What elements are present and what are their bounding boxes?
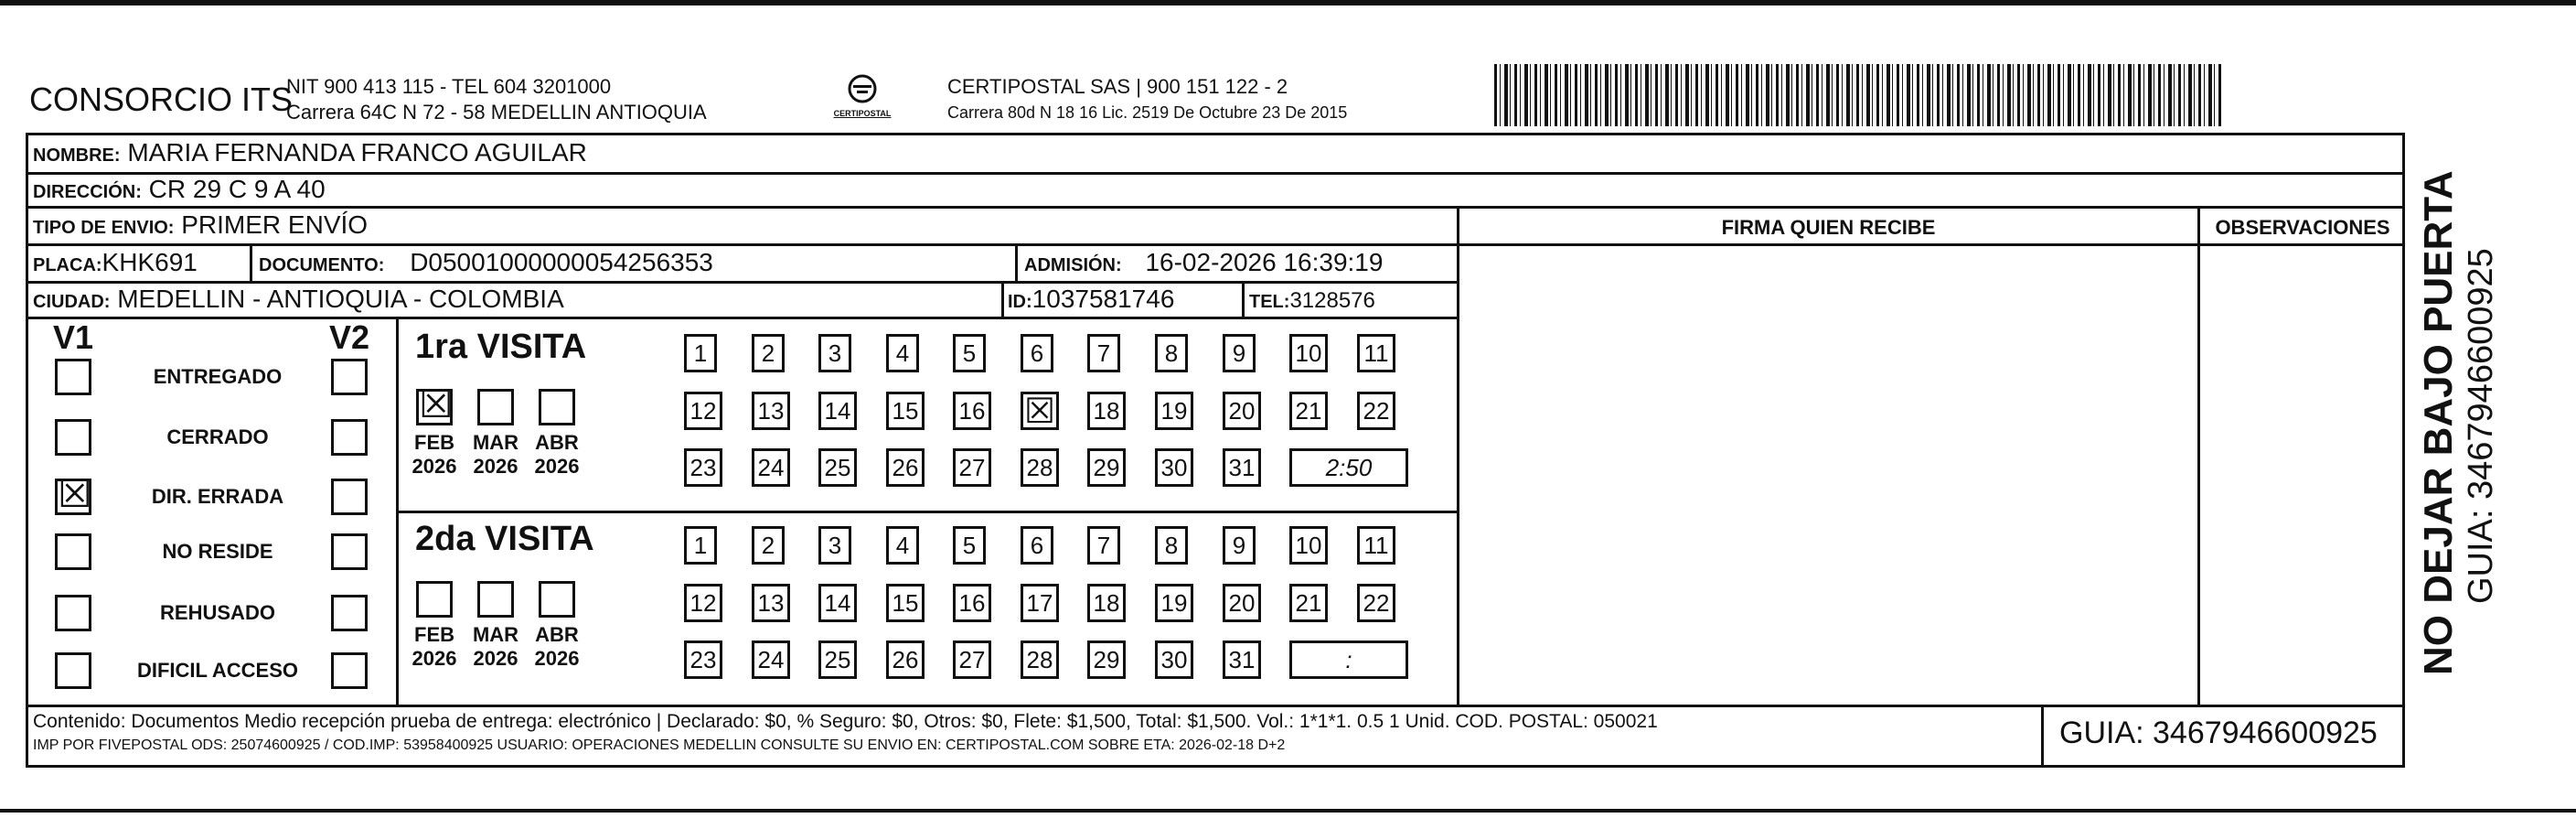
footer-guia: GUIA: 3467946600925: [2059, 716, 2378, 750]
ciudad-row: [33, 285, 564, 314]
tipo-label: TIPO DE ENVIO:: [33, 218, 175, 238]
month-year: 2026: [534, 455, 580, 478]
side-guia: GUIA: 3467946600925: [2462, 248, 2500, 604]
day-number: 6: [1030, 339, 1044, 367]
visit2-day-box[interactable]: [1289, 584, 1328, 622]
visit1-month-label: [464, 431, 528, 479]
visit2-day-box[interactable]: [684, 640, 722, 679]
direccion-value: CR 29 C 9 A 40: [148, 175, 326, 203]
day-number: 22: [1363, 589, 1390, 617]
month-year: 2026: [412, 647, 457, 670]
visit2-day-box[interactable]: [1155, 526, 1188, 565]
nombre-label: NOMBRE:: [33, 145, 121, 166]
v2-checkbox[interactable]: [331, 652, 368, 689]
month-name: ABR: [535, 623, 579, 646]
v1-checkbox[interactable]: [55, 595, 91, 631]
visit1-day-box[interactable]: [953, 448, 991, 487]
status-label: NO RESIDE: [162, 540, 273, 563]
day-number: 1: [693, 532, 708, 559]
day-number: 15: [892, 397, 919, 425]
day-number: 12: [689, 397, 717, 425]
visit2-day-box[interactable]: [953, 584, 991, 622]
documento-label: DOCUMENTO:: [259, 255, 385, 275]
day-number: 4: [895, 339, 910, 367]
id-value: 1037581746: [1031, 285, 1175, 313]
day-number: 7: [1096, 339, 1111, 367]
visit1-day-box[interactable]: [953, 392, 991, 430]
direccion-label: DIRECCIÓN:: [33, 182, 142, 202]
v2-checkbox[interactable]: [331, 479, 368, 515]
visit1-day-box[interactable]: [818, 334, 851, 372]
status-label: DIFICIL ACCESO: [136, 659, 298, 682]
visit2-day-box[interactable]: [886, 584, 925, 622]
rule: [2041, 705, 2044, 768]
tel-value: 3128576: [1289, 288, 1375, 313]
visit1-day-box[interactable]: [1223, 448, 1261, 487]
day-number: 30: [1160, 646, 1188, 673]
admision-value: 16-02-2026 16:39:19: [1145, 248, 1384, 276]
day-number: 26: [892, 454, 919, 481]
day-number: 28: [1026, 454, 1053, 481]
visit1-day-box[interactable]: [1155, 334, 1188, 372]
visit2-day-box[interactable]: [1289, 526, 1328, 565]
day-number: 30: [1160, 454, 1188, 481]
visit2-time-box[interactable]: [1289, 640, 1408, 679]
v1-header: V1: [53, 318, 94, 356]
tel-row: [1249, 285, 1375, 314]
tipo-value: PRIMER ENVÍO: [181, 210, 369, 239]
barcode: [1494, 64, 2222, 126]
day-number: 6: [1030, 532, 1044, 559]
rule: [396, 511, 1457, 513]
day-number: 29: [1093, 646, 1120, 673]
id-row: [1008, 285, 1174, 314]
month-year: 2026: [473, 647, 518, 670]
visit2-month-label: [402, 623, 466, 671]
visit2-month-checkbox[interactable]: [539, 581, 575, 618]
visit1-day-box[interactable]: [1357, 334, 1395, 372]
month-name: MAR: [472, 623, 519, 646]
day-number: 24: [757, 646, 785, 673]
day-number: 27: [958, 454, 986, 481]
month-name: ABR: [535, 431, 579, 454]
day-number: 5: [962, 339, 977, 367]
visit1-day-box[interactable]: [684, 334, 717, 372]
visit2-day-box[interactable]: [1357, 584, 1395, 622]
rule: [1015, 243, 1018, 281]
rule: [1242, 281, 1245, 317]
v2-checkbox[interactable]: [331, 419, 368, 456]
visit2-day-box[interactable]: [1021, 526, 1053, 565]
visit1-day-box[interactable]: [1155, 392, 1193, 430]
bottom-edge: [0, 809, 2576, 813]
rule: [250, 243, 252, 281]
day-number: 25: [824, 454, 851, 481]
v1-checkbox[interactable]: [55, 533, 91, 570]
month-name: MAR: [472, 431, 519, 454]
visit1-day-box[interactable]: [1223, 334, 1256, 372]
visit1-day-box[interactable]: [818, 448, 857, 487]
day-number: 25: [824, 646, 851, 673]
visit1-month-checkbox[interactable]: [539, 389, 575, 425]
day-number: 31: [1228, 646, 1256, 673]
v2-checkbox[interactable]: [331, 595, 368, 631]
visit1-day-box[interactable]: [1087, 392, 1126, 430]
day-number: 10: [1295, 339, 1322, 367]
day-number: 31: [1228, 454, 1256, 481]
status-label: ENTREGADO: [153, 365, 283, 388]
visit2-day-box[interactable]: [1087, 640, 1126, 679]
placa-value: KHK691: [102, 248, 198, 276]
visit2-day-box[interactable]: [1357, 526, 1395, 565]
visit1-day-box[interactable]: [953, 334, 986, 372]
time-value: 2:50: [1325, 454, 1373, 481]
tipo-row: [33, 210, 368, 240]
admision-label: ADMISIÓN:: [1024, 255, 1122, 275]
visit2-day-box[interactable]: [684, 526, 717, 565]
rule: [1001, 281, 1004, 317]
visit2-title: 2da VISITA: [415, 520, 594, 558]
logo-caption: CERTIPOSTAL: [833, 109, 892, 118]
time-value: :: [1345, 646, 1352, 673]
v2-checkbox[interactable]: [331, 533, 368, 570]
visit2-day-box[interactable]: [1223, 640, 1261, 679]
day-number: 14: [824, 397, 851, 425]
visit1-day-box[interactable]: [886, 334, 919, 372]
month-name: FEB: [414, 431, 454, 454]
day-number: 12: [689, 589, 717, 617]
top-border: [0, 0, 2576, 5]
visit2-day-box[interactable]: [1223, 584, 1261, 622]
visit2-day-box[interactable]: [684, 584, 722, 622]
visit1-day-box[interactable]: [752, 334, 785, 372]
visit1-month-checkbox[interactable]: [477, 389, 514, 425]
company-line-2: Carrera 64C N 72 - 58 MEDELLIN ANTIOQUIA: [286, 101, 707, 124]
day-number: 26: [892, 646, 919, 673]
nombre-row: [33, 138, 587, 167]
documento-row: [259, 248, 713, 277]
day-number: 5: [962, 532, 977, 559]
day-number: 8: [1164, 339, 1179, 367]
visit2-day-box[interactable]: [752, 640, 790, 679]
day-number: 22: [1363, 397, 1390, 425]
ciudad-value: MEDELLIN - ANTIOQUIA - COLOMBIA: [117, 285, 564, 313]
day-number: 13: [757, 589, 785, 617]
side-warning: NO DEJAR BAJO PUERTA: [2416, 170, 2461, 675]
visit1-day-box[interactable]: [684, 392, 722, 430]
day-number: 3: [828, 339, 842, 367]
day-number: 9: [1232, 339, 1246, 367]
visit2-day-box[interactable]: [1021, 584, 1059, 622]
month-name: FEB: [414, 623, 454, 646]
id-label: ID:: [1008, 292, 1032, 312]
day-number: 17: [1026, 589, 1053, 617]
company-line-1: NIT 900 413 115 - TEL 604 3201000: [286, 75, 612, 98]
day-number: 11: [1363, 532, 1389, 559]
rule: [26, 705, 2405, 707]
visit2-month-label: [464, 623, 528, 671]
v2-checkbox[interactable]: [331, 359, 368, 395]
certipostal-logo: [830, 73, 894, 118]
visit1-day-box[interactable]: [1021, 392, 1059, 430]
logo-icon: [844, 73, 881, 104]
visit2-month-checkbox[interactable]: [477, 581, 514, 618]
day-number: 2: [761, 339, 775, 367]
day-number: 21: [1295, 397, 1322, 425]
rule: [26, 172, 2405, 175]
day-number: 20: [1228, 397, 1256, 425]
day-number: 23: [689, 454, 717, 481]
status-label: DIR. ERRADA: [151, 485, 284, 508]
visit1-day-box[interactable]: [1357, 392, 1395, 430]
direccion-row: [33, 175, 326, 204]
day-number: 1: [693, 339, 708, 367]
visit2-day-box[interactable]: [818, 526, 851, 565]
footer-line-2: IMP POR FIVEPOSTAL ODS: 25074600925 / COD.IMP: 53958400925 USUARIO: OPERACIONES MEDELLIN CONSULTE SU ENVIO EN: CERTIPOSTAL.COM SOBRE ETA: 2026-02-18 D+2: [33, 737, 1286, 753]
visit1-day-box[interactable]: [818, 392, 857, 430]
day-number: 2: [761, 532, 775, 559]
month-year: 2026: [534, 647, 580, 670]
day-number: 14: [824, 589, 851, 617]
v1-checkbox[interactable]: [55, 471, 92, 516]
visit1-day-box[interactable]: [1087, 448, 1126, 487]
visit1-day-box[interactable]: [1155, 448, 1193, 487]
company-name: CONSORCIO ITS: [29, 81, 294, 118]
rule: [1457, 206, 1459, 705]
v1-checkbox[interactable]: [55, 419, 91, 456]
visit1-day-box[interactable]: [1289, 392, 1328, 430]
visit1-month-label: [525, 431, 589, 479]
day-number: 16: [958, 589, 986, 617]
visit1-time-box[interactable]: [1289, 448, 1408, 487]
visit2-day-box[interactable]: [1087, 526, 1120, 565]
tel-label: TEL:: [1249, 292, 1290, 312]
visit2-day-box[interactable]: [752, 584, 790, 622]
visit2-day-box[interactable]: [886, 526, 919, 565]
visit2-month-checkbox[interactable]: [416, 581, 453, 618]
day-number: 20: [1228, 589, 1256, 617]
visit2-day-box[interactable]: [1155, 584, 1193, 622]
visit1-day-box[interactable]: [752, 392, 790, 430]
visit1-day-box[interactable]: [1289, 334, 1328, 372]
day-number: 10: [1295, 532, 1322, 559]
day-number: 27: [958, 646, 986, 673]
month-year: 2026: [412, 455, 457, 478]
visit1-day-box[interactable]: [886, 392, 925, 430]
visit1-month-label: [402, 431, 466, 479]
rule: [2197, 206, 2200, 705]
carrier-line-1: CERTIPOSTAL SAS | 900 151 122 - 2: [947, 75, 1288, 98]
carrier-line-2: Carrera 80d N 18 16 Lic. 2519 De Octubre 23 De 2015: [947, 103, 1348, 122]
rule: [26, 317, 1457, 319]
day-number: 4: [895, 532, 910, 559]
v2-header: V2: [329, 318, 370, 356]
footer-line-1: Contenido: Documentos Medio recepción prueba de entrega: electrónico | Declarado: $0, % Seguro: $0, Otros: $0, Flete: $1,500, Total: $1,500. Vol.: 1*1*1. 0.5 1 Unid. COD. POSTAL: 050021: [33, 711, 1658, 732]
visit2-day-box[interactable]: [1087, 584, 1126, 622]
day-number: 23: [689, 646, 717, 673]
visit1-day-box[interactable]: [886, 448, 925, 487]
visit2-day-box[interactable]: [818, 584, 857, 622]
documento-value: D05001000000054256353: [410, 248, 713, 276]
day-number: 18: [1093, 589, 1120, 617]
visit1-day-box[interactable]: [1087, 334, 1120, 372]
day-number: 19: [1160, 397, 1188, 425]
day-number: 3: [828, 532, 842, 559]
day-number: 9: [1232, 532, 1246, 559]
firma-header: FIRMA QUIEN RECIBE: [1721, 216, 1936, 239]
placa-row: [33, 248, 198, 277]
day-number: 28: [1026, 646, 1053, 673]
visit1-day-box[interactable]: [684, 448, 722, 487]
day-number: 15: [892, 589, 919, 617]
v1-checkbox[interactable]: [55, 359, 91, 395]
rule: [26, 206, 2405, 209]
day-number: 11: [1363, 339, 1389, 367]
visit2-day-box[interactable]: [818, 640, 857, 679]
day-number: 7: [1096, 532, 1111, 559]
day-number: 13: [757, 397, 785, 425]
visit1-day-box[interactable]: [1021, 448, 1059, 487]
visit1-day-box[interactable]: [1223, 392, 1261, 430]
check-mark: ☒: [1023, 391, 1056, 431]
nombre-value: MARIA FERNANDA FRANCO AGUILAR: [127, 138, 587, 167]
visit2-day-box[interactable]: [1155, 640, 1193, 679]
visit1-day-box[interactable]: [1021, 334, 1053, 372]
admision-row: [1024, 248, 1383, 277]
day-number: 29: [1093, 454, 1120, 481]
status-label: REHUSADO: [160, 601, 275, 624]
visit2-day-box[interactable]: [752, 526, 785, 565]
day-number: 24: [757, 454, 785, 481]
check-mark: ☒: [58, 471, 92, 516]
day-number: 19: [1160, 589, 1188, 617]
visit2-day-box[interactable]: [1223, 526, 1256, 565]
status-label: CERRADO: [166, 425, 269, 448]
observaciones-header: OBSERVACIONES: [2215, 216, 2390, 239]
v1-checkbox[interactable]: [55, 652, 91, 689]
visit1-title: 1ra VISITA: [415, 328, 587, 366]
day-number: 16: [958, 397, 986, 425]
rule: [26, 243, 2405, 246]
day-number: 21: [1295, 589, 1322, 617]
placa-label: PLACA:: [33, 255, 102, 275]
rule: [396, 317, 399, 705]
visit1-month-checkbox[interactable]: [416, 382, 454, 426]
ciudad-label: CIUDAD:: [33, 292, 111, 312]
day-number: 8: [1164, 532, 1179, 559]
visit2-day-box[interactable]: [1021, 640, 1059, 679]
month-year: 2026: [473, 455, 518, 478]
visit2-day-box[interactable]: [953, 640, 991, 679]
visit1-day-box[interactable]: [752, 448, 790, 487]
check-mark: ☒: [419, 382, 454, 426]
visit2-day-box[interactable]: [953, 526, 986, 565]
visit2-day-box[interactable]: [886, 640, 925, 679]
day-number: 18: [1093, 397, 1120, 425]
visit2-month-label: [525, 623, 589, 671]
